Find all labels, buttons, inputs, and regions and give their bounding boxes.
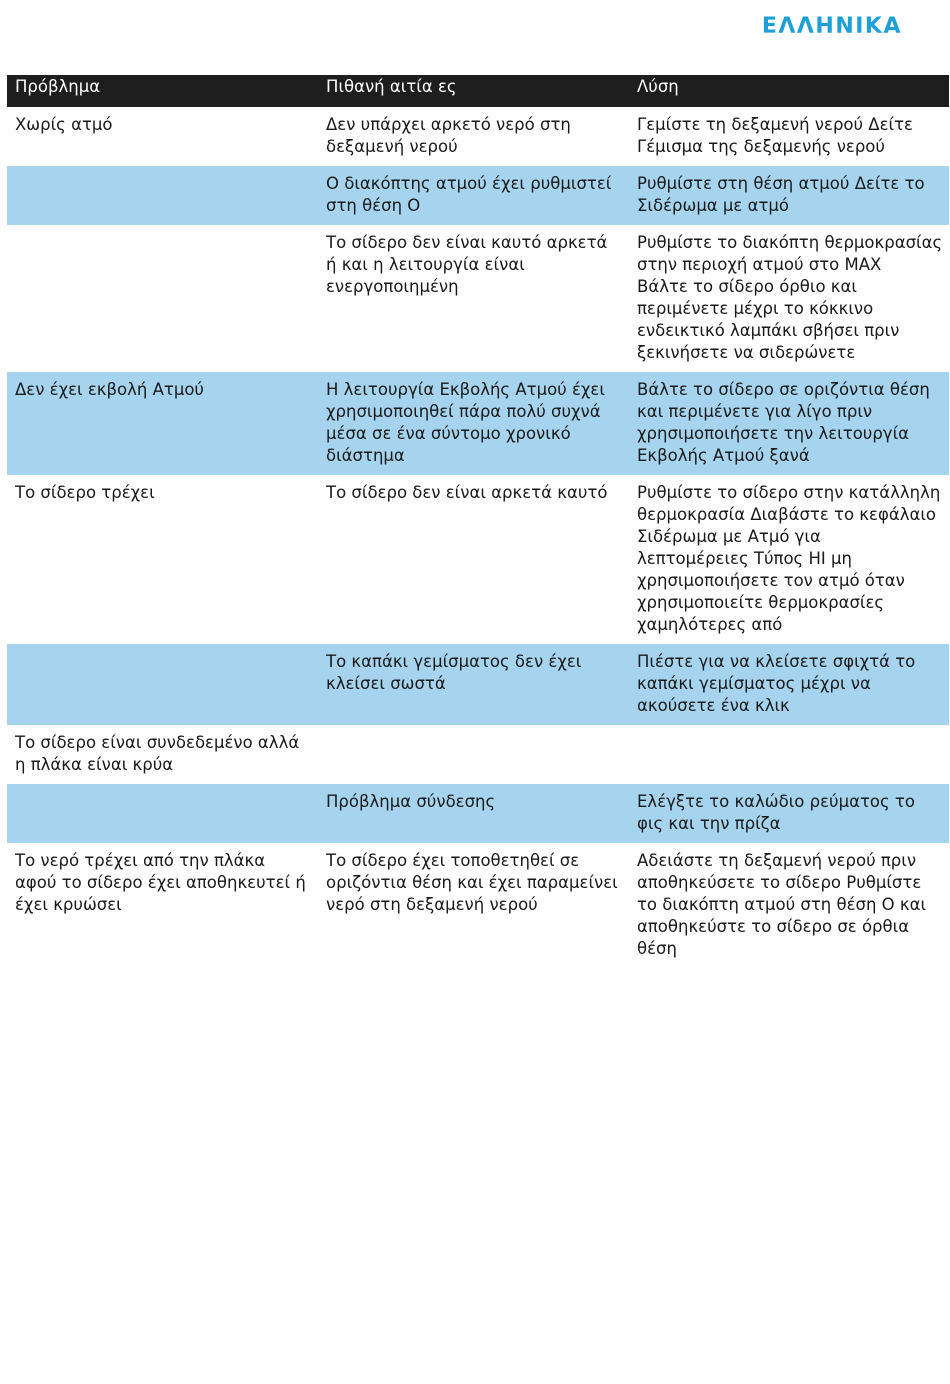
problem-cell: Το νερό τρέχει από την πλάκα αφού το σίδερο έχει αποθηκευτεί ή έχει κρυώσει — [15, 851, 306, 914]
table-row — [7, 225, 949, 372]
solution-cell: Γεμίστε τη δεξαμενή νερού Δείτε Γέμισμα της δεξαμενής νερού — [637, 115, 913, 156]
cause-cell: Το σίδερο έχει τοποθετηθεί σε οριζόντια θέση και έχει παραμείνει νερό στη δεξαμενή νερού — [326, 851, 618, 914]
solution-cell: Βάλτε το σίδερο σε οριζόντια θέση και περιμένετε για λίγο πριν χρησιμοποιήσετε την λειτουργία Εκβολής Ατμού ξανά — [637, 380, 930, 465]
troubleshooting-table — [7, 75, 949, 968]
problem-cell: Το σίδερο είναι συνδεδεμένο αλλά η πλάκα είναι κρύα — [15, 733, 300, 774]
table-row — [7, 475, 949, 644]
cause-cell: Το καπάκι γεμίσματος δεν έχει κλείσει σωστά — [326, 652, 582, 693]
cause-cell: Το σίδερο δεν είναι καυτό αρκετά ή και η λειτουργία είναι ενεργοποιημένη — [326, 233, 608, 296]
column-header-cause: Πιθανή αιτία ες — [326, 77, 457, 96]
table-row — [7, 372, 949, 475]
solution-cell: Ρυθμίστε το διακόπτη θερμοκρασίας στην περιοχή ατμού στο MAX Βάλτε το σίδερο όρθιο και περιμένετε μέχρι το κόκκινο ενδεικτικό λαμπάκι σβήσει πριν ξεκινήσετε να σιδερώνετε — [637, 233, 943, 362]
solution-cell — [629, 725, 949, 784]
cause-cell — [318, 725, 629, 784]
cause-cell: Ο διακόπτης ατμού έχει ρυθμιστεί στη θέση O — [326, 174, 612, 215]
cause-cell: Πρόβλημα σύνδεσης — [326, 792, 496, 811]
table-row — [7, 166, 949, 225]
cause-cell: Το σίδερο δεν είναι αρκετά καυτό — [326, 483, 608, 502]
cause-cell: Η λειτουργία Εκβολής Ατμού έχει χρησιμοποιηθεί πάρα πολύ συχνά μέσα σε ένα σύντομο χρονικό διάστημα — [326, 380, 605, 465]
cause-cell: Δεν υπάρχει αρκετό νερό στη δεξαμενή νερού — [326, 115, 571, 156]
table-row — [7, 784, 949, 843]
solution-cell: Αδειάστε τη δεξαμενή νερού πριν αποθηκεύσετε το σίδερο Ρυθμίστε το διακόπτη ατμού στη θέση O και αποθηκεύστε το σίδερο σε όρθια θέση — [637, 851, 927, 958]
problem-cell — [7, 225, 318, 372]
table-row — [7, 644, 949, 725]
problem-cell: Χωρίς ατμό — [15, 115, 113, 134]
solution-cell: Ελέγξτε το καλώδιο ρεύματος το φις και την πρίζα — [637, 792, 915, 833]
problem-cell — [7, 784, 318, 843]
table-row — [7, 107, 949, 166]
table-row — [7, 843, 949, 968]
language-label: ΕΛΛΗΝΙΚΑ — [761, 14, 902, 39]
solution-cell: Ρυθμίστε στη θέση ατμού Δείτε το Σιδέρωμα με ατμό — [637, 174, 925, 215]
column-header-problem: Πρόβλημα — [15, 77, 101, 96]
solution-cell: Ρυθμίστε το σίδερο στην κατάλληλη θερμοκρασία Διαβάστε το κεφάλαιο Σιδέρωμα με Ατμό για λεπτομέρειες Τύπος HI μη χρησιμοποιήσετε τον ατμό όταν χρησιμοποιείτε θερμοκρασίες χαμηλότερες από — [637, 483, 941, 634]
column-header-solution: Λύση — [637, 77, 679, 96]
table-row — [7, 725, 949, 784]
problem-cell — [7, 166, 318, 225]
problem-cell: Το σίδερο τρέχει — [15, 483, 155, 502]
problem-cell — [7, 644, 318, 725]
problem-cell: Δεν έχει εκβολή Ατμού — [15, 380, 204, 399]
solution-cell: Πιέστε για να κλείσετε σφιχτά το καπάκι γεμίσματος μέχρι να ακούσετε ένα κλικ — [637, 652, 916, 715]
table-header-row — [7, 75, 949, 107]
